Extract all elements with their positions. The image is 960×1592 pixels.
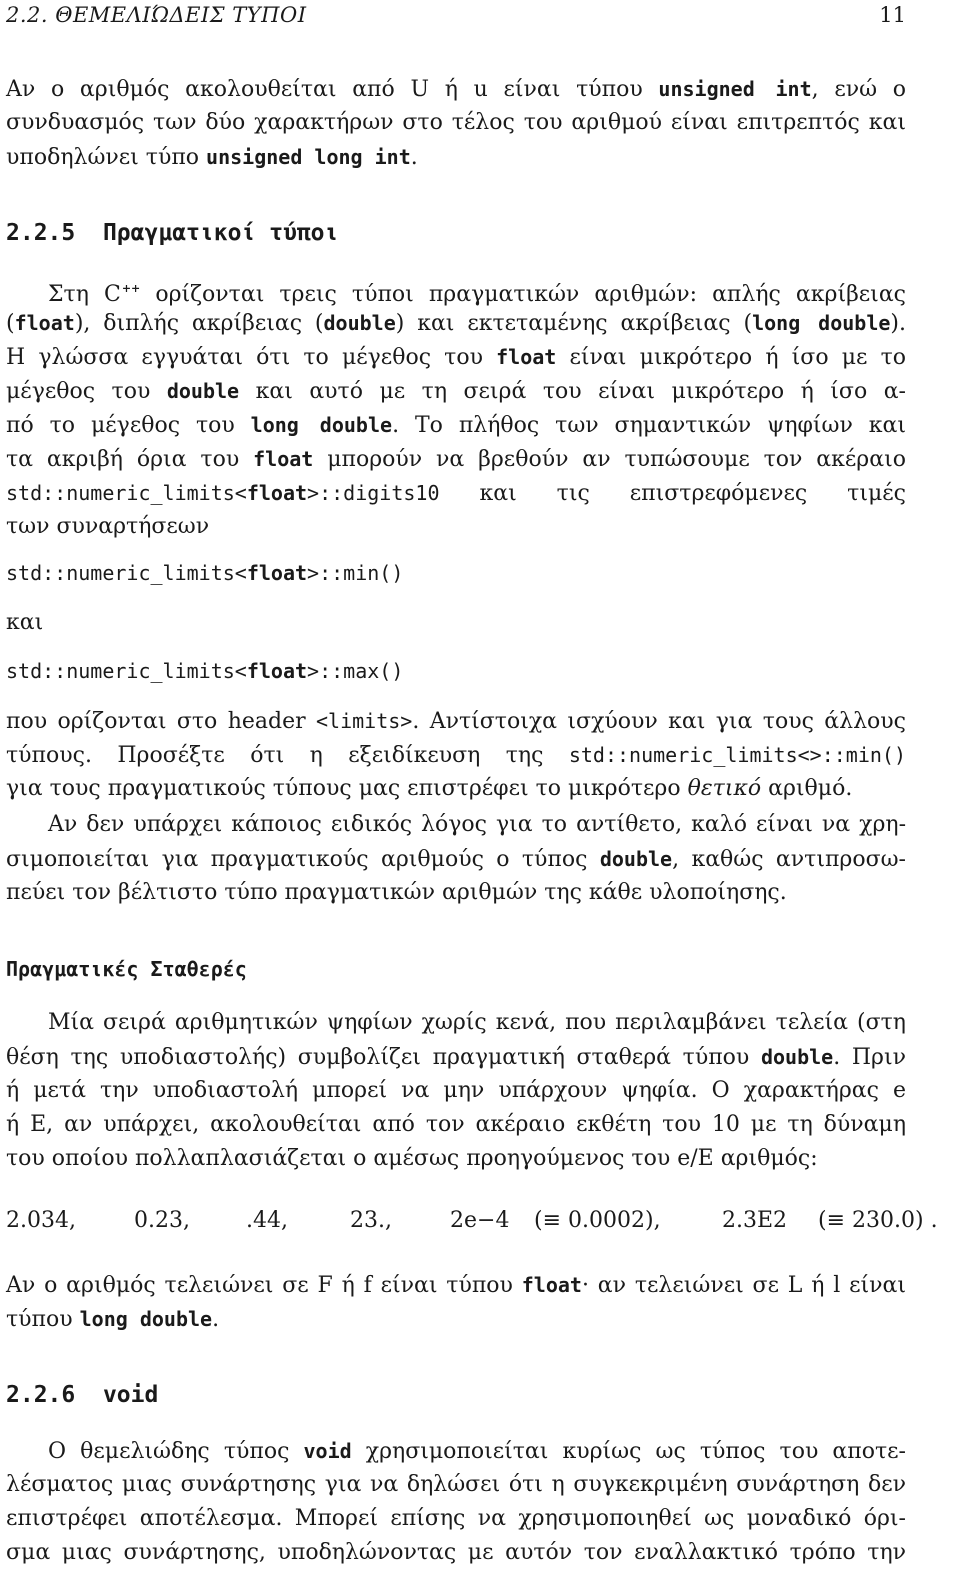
para-line: λέσματος μιας συνάρτησης για να δηλώσει ότι η συγκεκριμένη συνάρτηση δεν [6,1472,906,1497]
code: float [246,659,308,683]
code: float [521,1273,582,1297]
text: που ορίζονται στο header [6,709,317,734]
para-line [6,740,906,771]
example-value: (≡ 230.0) . [818,1208,938,1233]
para-line [6,376,906,407]
text: για τους πραγματικούς τύπους μας επιστρέφει το μικρότερο [6,776,688,801]
text: . [212,1307,220,1332]
para-line [6,308,906,339]
code: long double [752,311,891,335]
para-line [6,1270,906,1301]
text: τύπου [6,1307,80,1332]
para-line: ή E, αν υπάρχει, ακολουθείται από τον ακέραιο εκθέτη του 10 με τη δύναμη [6,1112,906,1137]
text: , ενώ ο [811,77,906,102]
section-heading-2-2-6 [6,1380,158,1410]
text: ), διπλής ακρίβειας ( [74,311,324,336]
para-line [6,844,906,875]
code: std::numeric_limits< [6,481,247,505]
code: long double [79,1307,213,1331]
text: πό το μέγεθος του [6,413,251,438]
section-number: 2.2.5 [6,220,76,246]
example-value: 0.23, [134,1208,190,1233]
code-block-max [6,656,403,687]
para-line: Μία σειρά αριθμητικών ψηφίων χωρίς κενά, που περιλαμβάνει τελεία (στη [48,1010,906,1035]
code-block-min [6,558,403,589]
para-line: ή μετά την υποδιαστολή μπορεί να μην υπάρχουν ψηφία. Ο χαρακτήρας e [6,1078,906,1103]
intro-line-1 [6,74,906,105]
text: ορίζονται τρεις τύποι πραγματικών αριθμών: απλής ακρίβειας [140,282,906,307]
example-value: 2e−4 [450,1208,510,1233]
section-number: 2.2.6 [6,1382,76,1408]
code: long double [250,413,393,437]
code: double [599,847,673,871]
section-title: void [102,1382,159,1408]
text: χρησιμοποιείται κυρίως ως τύπος του αποτε- [351,1439,906,1464]
section-title: Πραγματικοί τύποι [102,220,339,246]
code-unsigned-long-int: unsigned long int [206,145,411,169]
text: Η γλώσσα εγγυάται ότι το μέγεθος του [6,345,497,370]
example-value: .44, [246,1208,288,1233]
para-line [6,478,906,509]
code: void [303,1439,352,1463]
text: · αν τελειώνει σε L ή l είναι [581,1273,906,1298]
para-line [6,1304,219,1335]
para-line: του οποίου πολλαπλασιάζεται ο αμέσως προηγούμενος του e/E αριθμός: [6,1146,818,1171]
text: αριθμό. [761,776,853,801]
code: double [166,379,240,403]
para-line: πεύει τον βέλτιστο τύπο πραγματικών αριθμών της κάθε υλοποίησης. [6,880,787,905]
para-line [6,444,906,475]
para-line: των συναρτήσεων [6,514,210,539]
text: . Το πλήθος των σημαντικών ψηφίων και [392,413,906,438]
code: double [760,1045,834,1069]
text: ). [890,311,906,336]
example-value: (≡ 0.0002), [534,1208,661,1233]
text: μπορούν να βρεθούν αν τυπώσουμε τον ακέραιο [313,447,906,472]
emphasis: θετικό [687,776,762,801]
code-unsigned-int: unsigned int [658,77,812,101]
text: ) και εκτεταμένης ακρίβειας ( [395,311,753,336]
para-line [6,410,906,441]
text: είναι μικρότερο ή ίσο με το [556,345,906,370]
code: float [253,447,314,471]
section-heading-2-2-5 [6,218,338,248]
text: θέση της υποδιαστολής) συμβολίζει πραγματική σταθερά τύπου [6,1045,761,1070]
para-line: επιστρέφει αποτέλεσμα. Μπορεί επίσης να χρησιμοποιηθεί ως μοναδικό όρι- [6,1506,906,1531]
text: ( [6,311,15,336]
text: μέγεθος του [6,379,167,404]
text: Στη C [48,282,121,307]
para-line [6,342,906,373]
text: και τις επιστρεφόμενες τιμές [439,481,906,506]
para-line: Αν δεν υπάρχει κάποιος ειδικός λόγος για το αντίθετο, καλό είναι να χρη- [48,812,906,837]
page-number: 11 [879,3,906,27]
para-line [48,274,906,310]
subheading-real-constants: Πραγματικές Σταθερές [6,957,247,981]
code: >::digits10 [307,481,440,505]
example-value: 23., [350,1208,392,1233]
header-section-title: 2.2. ΘΕΜΕΛΙΏΔΕΙΣ ΤΥΠΟΙ [6,3,307,27]
intro-line-3 [6,142,418,173]
cpp-plusplus: ++ [121,282,141,295]
text: . [410,145,418,170]
code: float [14,311,75,335]
conjunction: και [6,610,44,635]
example-value: 2.034, [6,1208,76,1233]
text: τα ακριβή όρια του [6,447,254,472]
running-header [6,0,906,30]
code: float [246,561,308,585]
code: >::max() [307,659,404,683]
text: , καθώς αντιπροσω- [672,847,906,872]
text: υποδηλώνει τύπο [6,145,207,170]
code: float [246,481,308,505]
text: και αυτό με τη σειρά του είναι μικρότερο ή ίσο α- [239,379,906,404]
para-line [6,706,906,737]
para-line [48,1436,906,1467]
para-line [6,1042,906,1073]
text: . Αντίστοιχα ισχύουν και για τους άλλους [412,709,906,734]
text: . Πριν [833,1045,906,1070]
para-line [6,774,852,804]
code: std::numeric_limits< [6,659,247,683]
code: <limits> [316,709,413,733]
code: float [496,345,557,369]
para-line: σμα μιας συνάρτησης, υποδηλώνοντας με αυτόν τον εναλλακτικό τρόπο την [6,1540,906,1565]
code: >::min() [307,561,404,585]
intro-line-2: συνδυασμός των δύο χαρακτήρων στο τέλος του αριθμού είναι επιτρεπτός και [6,110,906,135]
code: std::numeric_limits< [6,561,247,585]
code: double [323,311,396,335]
text: Ο θεμελιώδης τύπος [48,1439,304,1464]
text: Αν ο αριθμός τελειώνει σε F ή f είναι τύπου [6,1273,522,1298]
example-value: 2.3E2 [722,1208,788,1233]
text: τύπους. Προσέξτε ότι η εξειδίκευση της [6,743,569,768]
text: Αν ο αριθμός ακολουθείται από U ή u είναι τύπου [6,77,659,102]
text: σιμοποιείται για πραγματικούς αριθμούς ο τύπος [6,847,600,872]
code: std::numeric_limits<>::min() [568,743,906,767]
